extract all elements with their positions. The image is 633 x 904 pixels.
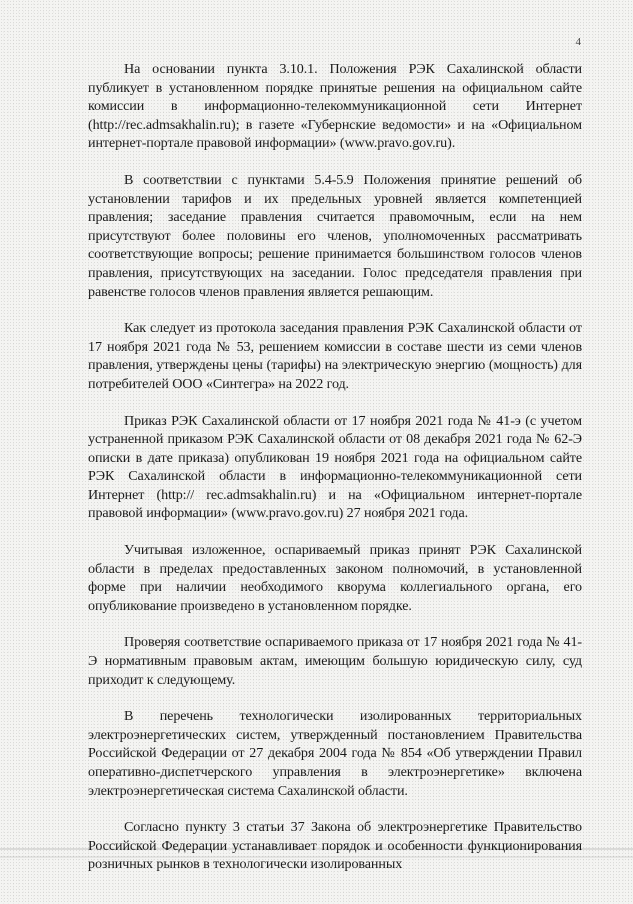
paragraph-conclusion: Учитывая изложенное, оспариваемый приказ принят РЭК Сахалинской области в пределах предоставленных законом полномочий, в установленной форме при наличии необходимого кворума коллегиального органа, его опубликование произведено в установленном порядке. [88,542,582,614]
paragraph-board-competence: В соответствии с пунктами 5.4-5.9 Положения принятие решений об установлении тарифов и их предельных уровней является компетенцией правления; заседание правления считается правомочным, если на нем присутствуют более половины его членов, уполномоченных рассматривать соответствующие вопросы; решение принимается большинством голосов членов правления, присутствующих на заседании. Голос председателя правления при равенстве голосов членов правления является решающим. [88,171,582,300]
paragraph-legal-check: Проверяя соответствие оспариваемого приказа от 17 ноября 2021 года № 41-Э нормативным правовым актам, имеющим большую юридическую силу, суд приходит к следующему. [88,634,582,688]
paragraph-meeting-protocol: Как следует из протокола заседания правления РЭК Сахалинской области от 17 ноября 2021 года № 53, решением комиссии в составе шести из семи членов правления, утверждены цены (тарифы) на электрическую энергию (мощность) для потребителей ООО «Синтегра» на 2022 год. [88,320,582,392]
paragraph-isolated-systems: В перечень технологически изолированных территориальных электроэнергетических систем, утвержденный постановлением Правительства Российской Федерации от 27 декабря 2004 года № 854 «Об утверждении Правил оперативно-диспетчерского управления в электроэнергетике» включена электроэнергетическая система Сахалинской области. [88,708,582,799]
paragraph-publication: На основании пункта 3.10.1. Положения РЭК Сахалинской области публикует в установленном порядке принятые решения на официальном сайте комиссии в информационно-телекоммуникационной сети Интернет (http://rec.admsakhalin.ru); в газете «Губернские ведомости» и на «Официальном интернет-портале правовой информации» (www.pravo.gov.ru). [88,61,582,152]
paragraph-order-publication: Приказ РЭК Сахалинской области от 17 ноября 2021 года № 41-э (с учетом устраненной приказом РЭК Сахалинской области от 08 декабря 2021 года № 62-Э описки в дате приказа) опубликован 19 ноября 2021 года на официальном сайте РЭК Сахалинской области в информационно-телекоммуникационной сети Интернет (http:// rec.admsakhalin.ru) и на «Официальном интернет-портале правовой информации» (www.pravo.gov.ru) 27 ноября 2021 года. [88,412,582,522]
scan-streak [0,848,633,850]
scan-streak [0,856,633,858]
paragraph-article-37: Согласно пункту 3 статьи 37 Закона об электроэнергетике Правительство Российской Федерации устанавливает порядок и особенности функционирования розничных рынков в технологически изолированных [88,819,582,873]
document-body [88,60,582,892]
page-number: 4 [575,36,581,48]
